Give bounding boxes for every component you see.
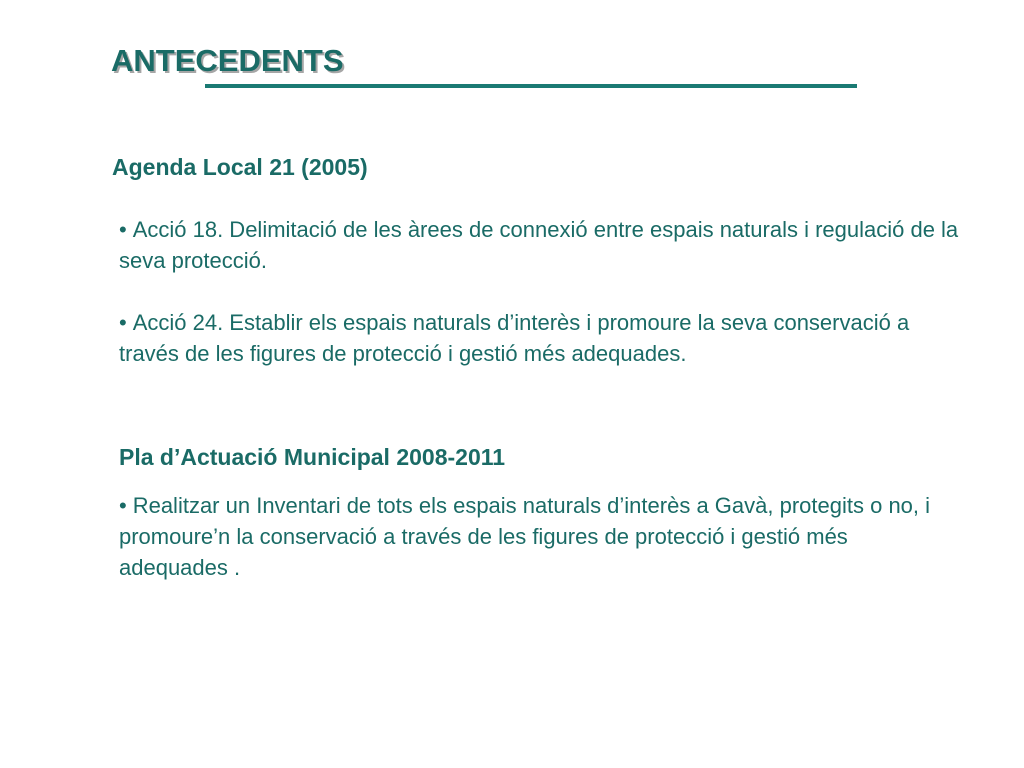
slide-title: ANTECEDENTS bbox=[111, 43, 344, 78]
bullet-dot-icon: • bbox=[119, 217, 127, 242]
bullet-inventari bbox=[119, 490, 959, 583]
section-heading-agenda: Agenda Local 21 (2005) bbox=[112, 154, 368, 180]
title-underline-rule bbox=[205, 84, 857, 88]
bullet-accio-24 bbox=[119, 307, 959, 369]
bullet-text: Acció 24. Establir els espais naturals d’interès i promoure la seva conservació a través de les figures de protecció i gestió més adequades. bbox=[119, 310, 910, 366]
section-heading-pla-actuacio: Pla d’Actuació Municipal 2008-2011 bbox=[119, 444, 506, 470]
bullet-accio-18 bbox=[119, 214, 959, 276]
bullet-text: Acció 18. Delimitació de les àrees de connexió entre espais naturals i regulació de la seva protecció. bbox=[119, 217, 959, 273]
bullet-dot-icon: • bbox=[119, 310, 127, 335]
bullet-text: Realitzar un Inventari de tots els espais naturals d’interès a Gavà, protegits o no, i promoure’n la conservació a través de les figures de protecció i gestió més adequades . bbox=[119, 493, 931, 580]
bullet-dot-icon: • bbox=[119, 493, 127, 518]
